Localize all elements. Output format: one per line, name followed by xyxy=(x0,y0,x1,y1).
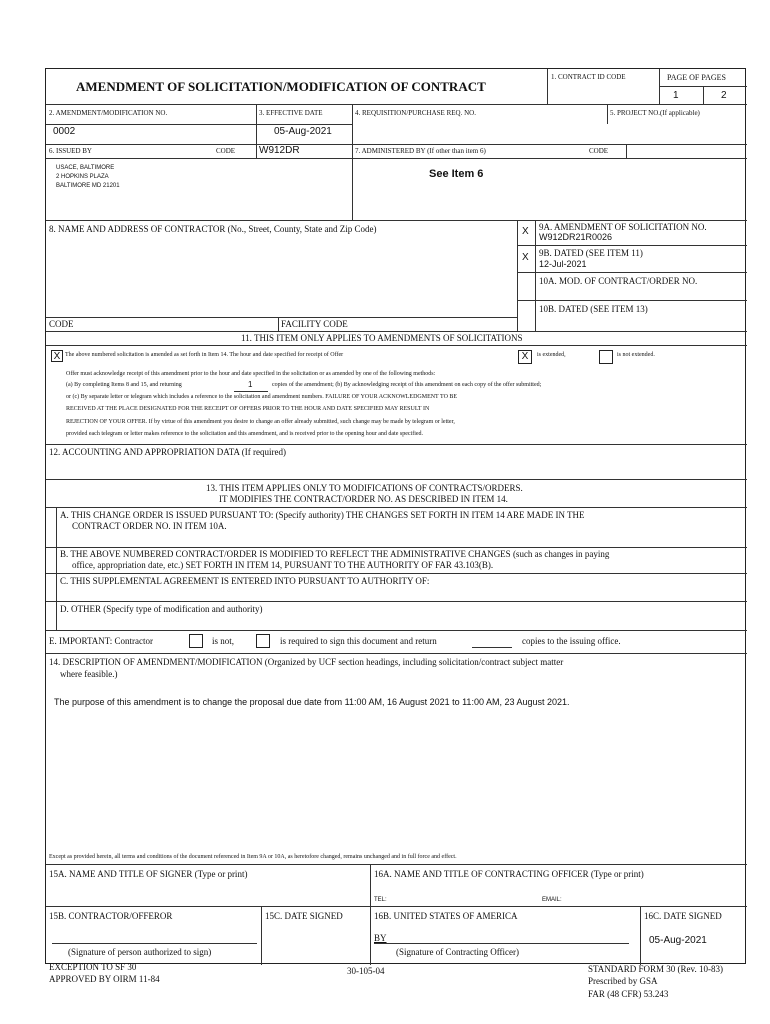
item-9b-checkmark: X xyxy=(522,252,529,263)
item-13-header: IT MODIFIES THE CONTRACT/ORDER NO. AS DESCRIBED IN ITEM 14. xyxy=(219,494,508,504)
code-label: CODE xyxy=(49,319,74,329)
issuer-address-line: BALTIMORE MD 21201 xyxy=(56,183,120,189)
amendment-no-label: 2. AMENDMENT/MODIFICATION NO. xyxy=(49,109,168,117)
signature-caption-15: (Signature of person authorized to sign) xyxy=(68,947,212,957)
amendment-description: The purpose of this amendment is to change the proposal due date from 11:00 AM, 16 August 2021 to 11:00 AM, 23 August 2021. xyxy=(54,697,570,707)
item-13a-text: A. THIS CHANGE ORDER IS ISSUED PURSUANT TO: (Specify authority) THE CHANGES SET FORTH IN ITEM 14 ARE MADE IN THE xyxy=(60,510,585,520)
divider xyxy=(46,444,747,445)
item-13b-text: B. THE ABOVE NUMBERED CONTRACT/ORDER IS MODIFIED TO REFLECT THE ADMINISTRATIVE CHANGES (such as changes in paying xyxy=(60,549,610,559)
item-14-label: 14. DESCRIPTION OF AMENDMENT/MODIFICATION (Organized by UCF section headings, including solicitation/contract subject matter xyxy=(49,657,564,667)
divider xyxy=(703,86,704,104)
issuer-address-line: 2 HOPKINS PLAZA xyxy=(56,174,109,180)
administered-by-label: 7. ADMINISTERED BY (If other than item 6) xyxy=(355,147,486,155)
item-11-text-line: REJECTION OF YOUR OFFER. If by virtue of this amendment you desire to change an offer already submitted, such change may be made by telegram or letter, xyxy=(66,419,455,425)
email-label: EMAIL: xyxy=(542,897,562,903)
divider xyxy=(261,906,262,965)
footer-exception: EXCEPTION TO SF 30 xyxy=(49,962,137,972)
item-9b-label: 9B. DATED (SEE ITEM 11) xyxy=(539,248,643,258)
divider xyxy=(535,220,536,331)
facility-code-label: FACILITY CODE xyxy=(281,319,348,329)
date-signed-15c-label: 15C. DATE SIGNED xyxy=(265,911,343,921)
divider xyxy=(352,104,353,144)
item-11-text-line: (a) By completing Items 8 and 15, and returning xyxy=(66,382,182,388)
item-10b-label: 10B. DATED (SEE ITEM 13) xyxy=(539,304,648,314)
item-11-text-line: or (c) By separate letter or telegram which includes a reference to the solicitation and amendment numbers. FAILURE OF YOUR ACKNOWLEDGMENT TO BE xyxy=(66,394,458,400)
requisition-label: 4. REQUISITION/PURCHASE REQ. NO. xyxy=(355,109,476,117)
sf30-form xyxy=(45,68,746,964)
effective-date-value: 05-Aug-2021 xyxy=(274,126,332,137)
amendment-no-value: 0002 xyxy=(53,126,76,137)
amended-checkbox[interactable]: X xyxy=(51,350,63,362)
item-13b-text: office, appropriation date, etc.) SET FORTH IN ITEM 14, PURSUANT TO THE AUTHORITY OF FAR 43.103(B). xyxy=(72,560,494,570)
divider xyxy=(46,906,747,907)
pages-count: 2 xyxy=(721,90,727,101)
divider xyxy=(607,104,608,124)
divider xyxy=(46,601,747,602)
item-13c-text: C. THIS SUPPLEMENTAL AGREEMENT IS ENTERED INTO PURSUANT TO AUTHORITY OF: xyxy=(60,576,430,586)
contractor-signature-line[interactable] xyxy=(52,943,257,944)
issuer-address-line: USACE, BALTIMORE xyxy=(56,165,115,171)
item-13a-text: CONTRACT ORDER NO. IN ITEM 10A. xyxy=(72,521,227,531)
not-extended-label: is not extended. xyxy=(617,352,655,358)
page-of-pages-label: PAGE OF PAGES xyxy=(667,73,726,82)
item-9a-value: W912DR21R0026 xyxy=(539,232,613,242)
item-11-text-line: provided each telegram or letter makes reference to the solicitation and this amendment, and is received prior to the opening hour and date specified. xyxy=(66,431,424,437)
copies-underline xyxy=(234,391,268,392)
contractor-offeror-label: 15B. CONTRACTOR/OFFEROR xyxy=(49,911,173,921)
contracting-officer-name-label: 16A. NAME AND TITLE OF CONTRACTING OFFICER (Type or print) xyxy=(374,869,644,879)
page-number: 1 xyxy=(673,90,679,101)
effective-date-label: 3. EFFECTIVE DATE xyxy=(259,109,323,117)
divider xyxy=(352,144,353,220)
divider xyxy=(626,144,627,158)
divider xyxy=(46,317,517,318)
copies-value: 1 xyxy=(248,380,253,389)
footer-standard-form: STANDARD FORM 30 (Rev. 10-83) xyxy=(588,964,723,974)
extended-label: is extended, xyxy=(537,352,566,358)
is-required-checkbox[interactable] xyxy=(256,634,270,648)
item-13d-text: D. OTHER (Specify type of modification and authority) xyxy=(60,604,263,614)
tel-label: TEL: xyxy=(374,897,387,903)
divider xyxy=(46,479,747,480)
footer-far: FAR (48 CFR) 53.243 xyxy=(588,989,669,999)
except-clause: Except as provided herein, all terms and conditions of the document referenced in Item 9A or 10A, as heretofore changed, remains unchanged and in full force and effect. xyxy=(49,854,457,860)
copies-to-label: copies to the issuing office. xyxy=(522,636,621,646)
issued-by-code: W912DR xyxy=(259,145,300,156)
divider xyxy=(56,507,57,630)
important-label: E. IMPORTANT: Contractor xyxy=(49,636,154,646)
date-signed-16c-label: 16C. DATE SIGNED xyxy=(644,911,722,921)
form-title: AMENDMENT OF SOLICITATION/MODIFICATION OF CONTRACT xyxy=(76,79,486,94)
item-9a-checkmark: X xyxy=(522,226,529,237)
item-13-header: 13. THIS ITEM APPLIES ONLY TO MODIFICATIONS OF CONTRACTS/ORDERS. xyxy=(206,483,523,493)
divider xyxy=(640,906,641,965)
divider xyxy=(46,144,747,145)
issued-by-label: 6. ISSUED BY xyxy=(49,147,92,155)
item-11-text-line: copies of the amendment; (b) By acknowledging receipt of this amendment on each copy of the offer submitted; xyxy=(272,382,542,388)
divider xyxy=(370,864,371,965)
divider xyxy=(46,104,747,105)
amended-text: The above numbered solicitation is amended as set forth in Item 14. The hour and date specified for receipt of Offer xyxy=(65,352,344,358)
divider xyxy=(46,331,747,332)
see-item-6: See Item 6 xyxy=(429,168,484,180)
footer-approved: APPROVED BY OIRM 11-84 xyxy=(49,974,160,984)
item-14-label: where feasible.) xyxy=(60,669,118,679)
divider xyxy=(278,317,279,331)
item-9b-value: 12-Jul-2021 xyxy=(539,259,587,269)
by-label: BY xyxy=(374,933,387,943)
extended-checkbox[interactable]: X xyxy=(518,350,532,364)
divider xyxy=(46,345,747,346)
divider xyxy=(256,144,257,158)
copies-return-blank[interactable] xyxy=(472,647,512,648)
item-11-header: 11. THIS ITEM ONLY APPLIES TO AMENDMENTS OF SOLICITATIONS xyxy=(241,333,523,343)
divider xyxy=(46,653,747,654)
item-11-text-line: RECEIVED AT THE PLACE DESIGNATED FOR THE RECEIPT OF OFFERS PRIOR TO THE HOUR AND DATE SPECIFIED MAY RESULT IN xyxy=(66,406,430,412)
not-extended-checkbox[interactable] xyxy=(599,350,613,364)
contractor-label: 8. NAME AND ADDRESS OF CONTRACTOR (No., Street, County, State and Zip Code) xyxy=(49,224,377,234)
project-no-label: 5. PROJECT NO.(If applicable) xyxy=(610,109,700,117)
item-10a-label: 10A. MOD. OF CONTRACT/ORDER NO. xyxy=(539,276,698,286)
footer-form-number: 30-105-04 xyxy=(347,966,385,976)
divider xyxy=(46,864,747,865)
divider xyxy=(517,245,747,246)
divider xyxy=(46,630,747,631)
signature-caption-16: (Signature of Contracting Officer) xyxy=(396,947,520,957)
is-not-checkbox[interactable] xyxy=(189,634,203,648)
divider xyxy=(547,69,548,104)
is-not-label: is not, xyxy=(212,636,235,646)
footer-prescribed: Prescribed by GSA xyxy=(588,976,658,986)
is-required-label: is required to sign this document and return xyxy=(280,636,437,646)
divider xyxy=(46,124,352,125)
divider xyxy=(46,573,747,574)
officer-signature-line[interactable] xyxy=(374,943,629,944)
code-label: CODE xyxy=(216,147,236,155)
item-11-text-line: Offer must acknowledge receipt of this amendment prior to the hour and date specified in the solicitation or as amended by one of the following methods: xyxy=(66,371,436,377)
code7-label: CODE xyxy=(589,147,609,155)
divider xyxy=(46,507,747,508)
date-signed-16c-value: 05-Aug-2021 xyxy=(649,935,707,946)
contract-id-label: 1. CONTRACT ID CODE xyxy=(551,73,626,81)
united-states-label: 16B. UNITED STATES OF AMERICA xyxy=(374,911,518,921)
signer-name-label: 15A. NAME AND TITLE OF SIGNER (Type or print) xyxy=(49,869,248,879)
divider xyxy=(517,300,747,301)
divider xyxy=(46,547,747,548)
item-9a-label: 9A. AMENDMENT OF SOLICITATION NO. xyxy=(539,222,707,232)
divider xyxy=(46,158,747,159)
divider xyxy=(46,220,747,221)
divider xyxy=(517,220,518,331)
divider xyxy=(517,272,747,273)
item-12-label: 12. ACCOUNTING AND APPROPRIATION DATA (If required) xyxy=(49,447,287,457)
